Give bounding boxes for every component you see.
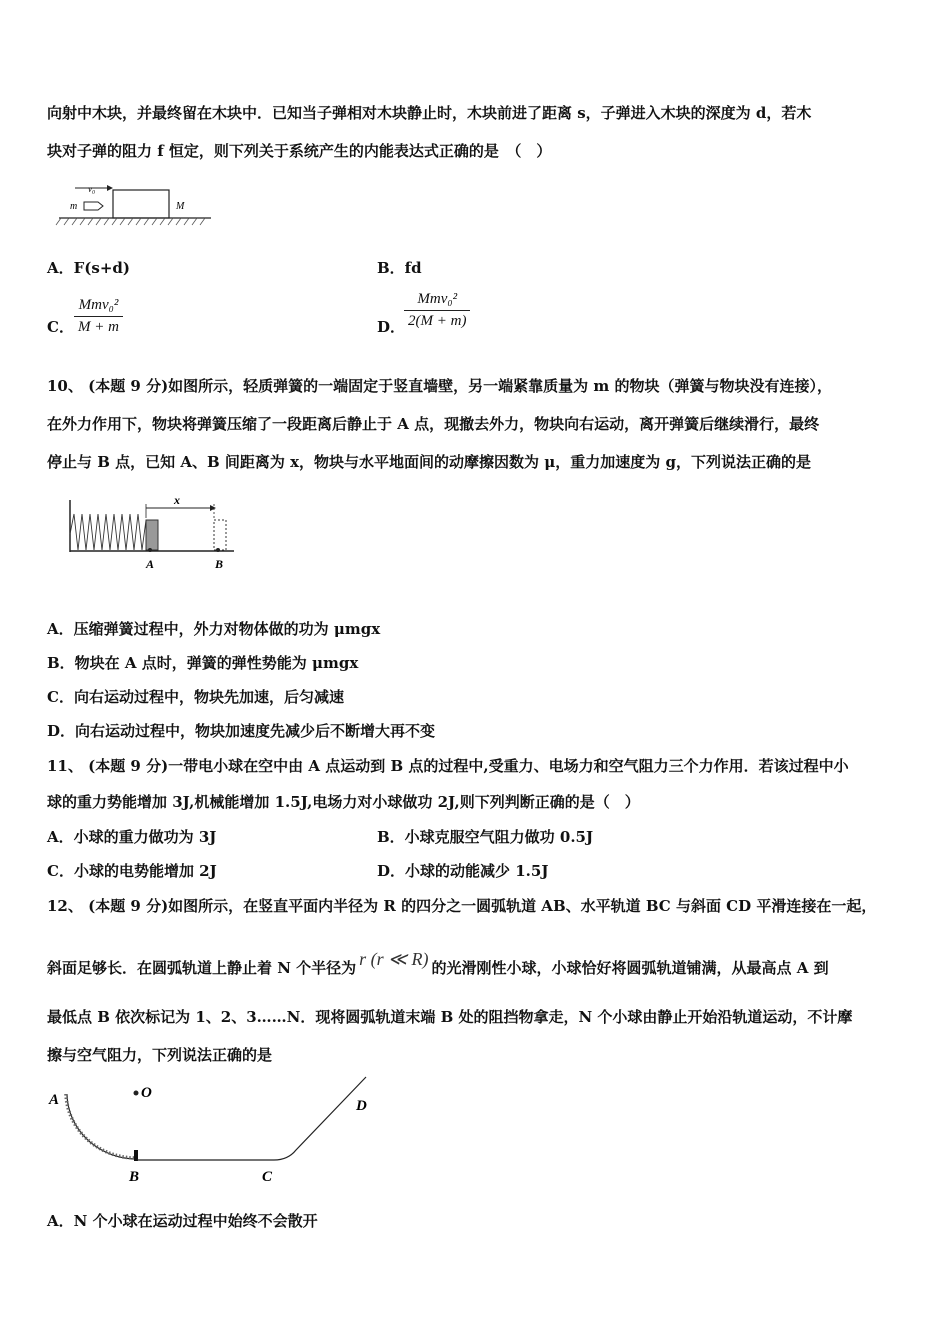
q9-stem-line2: 块对子弹的阻力 f 恒定，则下列关于系统产生的内能表达式正确的是 （ ） [47, 142, 552, 160]
q10-point-b-label: B [215, 557, 224, 571]
q11-option-a: A．小球的重力做功为 3J [47, 828, 217, 846]
q9-option-c-fraction [74, 297, 123, 336]
q12-stem-line2-part2: 的光滑刚性小球，小球恰好将圆弧轨道铺满，从最高点 A 到 [431, 959, 829, 977]
q9-option-a: A．F(s+d) [47, 259, 130, 277]
q12-track-figure [44, 1073, 384, 1191]
q10-stem-line3: 停止与 B 点，已知 A、B 间距离为 x，物块与水平地面间的动摩擦因数为 μ，重力加速度为 g，下列说法正确的是 [47, 453, 811, 471]
q12-stem-line3: 最低点 B 依次标记为 1、2、3……N．现将圆弧轨道末端 B 处的阻挡物拿走，N 个小球由静止开始沿轨道运动，不计摩 [47, 1008, 853, 1026]
bullet-shape [84, 202, 103, 210]
q10-stem-line1: 10、 (本题 9 分)如图所示，轻质弹簧的一端固定于竖直墙壁，另一端紧靠质量为 m 的物块（弹簧与物块没有连接）， [47, 377, 832, 395]
q9-stem-line1: 向射中木块，并最终留在木块中．已知当子弹相对木块静止时，木块前进了距离 s，子弹进入木块的深度为 d，若木 [47, 104, 812, 122]
q11-stem-line1: 11、 (本题 9 分)一带电小球在空中由 A 点运动到 B 点的过程中,受重力、电场力和空气阻力三个力作用．若该过程中小 [47, 757, 849, 775]
q12-stem-line4: 擦与空气阻力，下列说法正确的是 [47, 1046, 273, 1064]
q9-option-c-numerator: Mmv₀² [78, 297, 119, 313]
q10-stem-line2: 在外力作用下，物块将弹簧压缩了一段距离后静止于 A 点，现撤去外力，物块向右运动，离开弹簧后继续滑行，最终 [47, 415, 820, 433]
q9-option-d-fraction [404, 291, 470, 330]
incline-track-shape [274, 1077, 366, 1160]
q12-point-d-label: D [356, 1098, 367, 1114]
q12-stem-line2-part1: 斜面足够长．在圆弧轨道上静止着 N 个半径为 [47, 959, 357, 977]
block-at-b-shape [214, 520, 226, 550]
q10-option-d: D．向右运动过程中，物块加速度先减少后不断增大再不变 [47, 722, 436, 740]
q12-stem-line1: 12、 (本题 9 分)如图所示，在竖直平面内半径为 R 的四分之一圆弧轨道 AB、水平轨道 BC 与斜面 CD 平滑连接在一起， [47, 897, 877, 915]
q9-option-d-numerator: Mmv₀² [417, 291, 458, 307]
q12-point-c-label: C [262, 1169, 273, 1185]
q11-stem-line2: 球的重力势能增加 3J,机械能增加 1.5J,电场力对小球做功 2J,则下列判断正确的是（ ） [47, 793, 640, 811]
q9-bullet-block-figure [55, 170, 215, 232]
q12-center-o-label: O [141, 1085, 152, 1101]
q9-option-c-label: C． [47, 318, 74, 336]
q9-option-d-denominator: 2(M + m) [408, 313, 467, 329]
q12-option-a: A．N 个小球在运动过程中始终不会散开 [47, 1212, 318, 1230]
q12-radius-condition-math: r (r ≪ R) [359, 949, 429, 969]
q9-option-c-denominator: M + m [78, 319, 119, 335]
q10-distance-label: x [174, 493, 180, 507]
q10-option-a: A．压缩弹簧过程中，外力对物体做的功为 μmgx [47, 620, 381, 638]
q11-option-c: C．小球的电势能增加 2J [47, 862, 217, 880]
q11-option-b: B．小球克服空气阻力做功 0.5J [377, 828, 594, 846]
q9-block-mass-label: M [176, 201, 185, 212]
q10-point-a-label: A [146, 557, 155, 571]
stopper-shape [134, 1150, 138, 1161]
q11-option-d: D．小球的动能减少 1.5J [377, 862, 549, 880]
q12-point-b-label: B [129, 1169, 140, 1185]
block-at-a-shape [146, 520, 158, 550]
q12-point-a-label: A [49, 1092, 60, 1108]
q10-option-b: B．物块在 A 点时，弹簧的弹性势能为 μmgx [47, 654, 359, 672]
wooden-block-shape [113, 190, 169, 218]
q9-option-d-label: D． [377, 318, 406, 336]
q9-bullet-mass-label: m [70, 201, 78, 212]
q10-option-c: C．向右运动过程中，物块先加速，后匀减速 [47, 688, 344, 706]
q12-stem-line2 [47, 949, 829, 978]
q10-spring-block-figure [64, 490, 240, 575]
q9-velocity-label: v₀ [88, 184, 96, 194]
spring-shape [70, 514, 148, 550]
q9-option-b: B．fd [377, 259, 422, 277]
